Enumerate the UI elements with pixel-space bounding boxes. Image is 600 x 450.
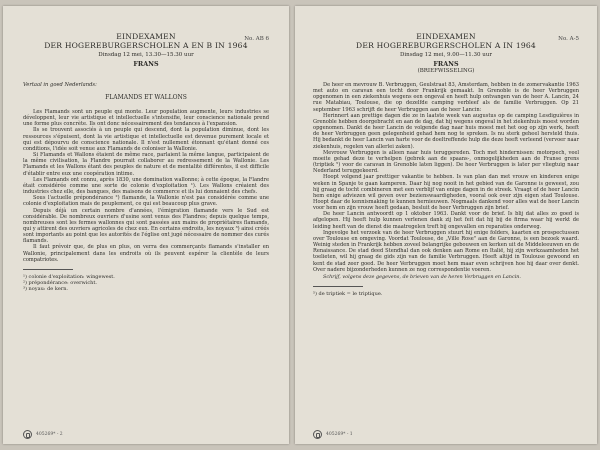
paragraph: Ils se trouvent associés à un peuple qui descend, dont la population diminue, dont les ressources s'épuisent, dont la vie artistique et intellectuelle est devenue purement locale et qui est dépourvu de conscience nationale. Il n'est nullement étonnant qu'étant donné ces conditions, l'idée soit venue aux Flamands de coloniser la Wallonie.: [23, 127, 269, 152]
closing-instruction: Schrijf, volgens deze gegevens, de brieven van de heren Verbruggen en Lancin.: [323, 273, 521, 280]
paragraph: Les Flamands sont un peuple qui monte. Leur population augmente, leurs industries se développent, leur vie artistique et intellectuelle s'intensifie, leur conscience nationale prend une forme plus concrète. Ils ont donc nécessairement des tendances à l'expansion.: [23, 109, 269, 128]
document-number: No. A-5: [558, 36, 579, 42]
exam-subtitle: (BRIEFWISSELING): [417, 68, 475, 74]
instruction-text: Vertaal in goed Nederlands:: [23, 82, 97, 88]
footnote: ³) noyau: de kern.: [23, 286, 69, 293]
printer-code: 405269* - 2: [36, 432, 63, 437]
paragraph: Ingevolge het verzoek van de heer Verbruggen stuurt hij enige folders, kaarten en prospectussen over Toulouse en omgeving. Voordat Toulouse, de „Ville Rose" aan de Garonne, is een bezoek waard. Weinig steden in Frankrijk hebben zoveel belangrijke gebouwen en kerken uit de Middeleeuwen en de Renaissance. De stad deed Stendhal dan ook denken aan Rome en Italië, hij zijn werkzaamheden het toelieten, wil hij graag de gids zijn van de familie Verbruggen. Heeft altijd in Toulouse gewoond en kent de stad zeer goed. De heer Verbruggen moet hem maar even schrijven hoe hij daar over denkt. Over nadere bijzonderheden kunnen ze nog correspondentie voeren.: [313, 229, 579, 273]
paragraph: Les Flamands ont connu, après 1830, une domination wallonne; à cette époque, la Flandre était considérée comme une sorte de colonie d'exploitation ¹). Les Wallons créaient des industries chez elle, des banques, des maisons de commerce et ils lui donnaient des chefs.: [23, 176, 269, 196]
exam-subject: FRANS: [433, 60, 459, 68]
paragraph: Mevrouw Verbruggen is alleen naar huis teruggereden. Toch met hindernissen: motorpech, veel moeite gehad deze te verhelpen (gebrek aan de spaans-, onmogelijkheden aan de Franse grens (triptiek ⁵) voor de caravan in Grenoble laten liggen). De heer Verbruggen is later per vliegtuig naar Nederland teruggekeerd.: [313, 149, 579, 175]
printer-mark: [313, 430, 353, 439]
paragraph: Si Flamands et Wallons étaient de même race, parlaient la même langue, participaient de la même civilisation, la Flandre pourrait collaborer au redressement de la Wallonie. Les Flamands et les Wallons étant des peuples de nature et de mentalité différentes, il est difficile d'établir entre eux une coopération intime.: [23, 152, 269, 177]
article-body: [23, 109, 269, 263]
exam-title-line2: DER HOGEREBURGERSCHOLEN A EN B IN 1964: [44, 41, 248, 50]
paragraph: De heer en mevrouw B. Verbruggen, Geulstraat 83, Amsterdam, hebben in de zomervakantie 1963 met auto en caravan een tocht door Frankrijk gemaakt. In Grenoble is de heer Verbruggen opgenomen in een ziekenhuis wegens een ongeval en heeft hulp ontvangen van de heer A. Lancin, 24 rue Matabiau, Toulouse, die op dezelfde camping verbleef als de familie Verbruggen. Op 21 september 1963 schrijft de heer Verbruggen aan de heer Lancin:: [313, 82, 579, 113]
footnote: ¹) colonie d'exploitation: wingewest.: [23, 273, 115, 280]
paragraph: Hoopt volgend jaar prettiger vakantie te hebben. Is van plan dan met vrouw en kinderen enige weken in Spanje te gaan kamperen. Daar hij nog nooit in het gebied van de Garonne is geweest, zou hij graag de tocht combineren met een verblijf van enige dagen in de streek. Vraagt of de heer Lancin hem enige adviezen wil geven over bezienswaardigheden, vooral ook over zijn eigen stad Toulouse. Hoopt daar de kennismaking te kunnen hernieuwen. Nogmaals dankend voor alles wat de heer Lancin voor hem en zijn vrouw heeft gedaan, besluit de heer Verbruggen zijn brief.: [313, 174, 579, 212]
exam-sheet-right: [295, 6, 597, 444]
printer-logo-icon: [313, 430, 322, 439]
footnote-divider: [313, 286, 363, 287]
footnote-divider: [23, 269, 73, 270]
paragraph: De heer Lancin antwoordt op 1 oktober 1963. Dankt voor de brief. Is blij dat alles zo goed is afgelopen. Hij heeft hulp kunnen verlenen dank zij het feit dat hij bij de firma waar hij werkt de leiding heeft van de dienst die maatregelen treft bij ongevallen en reparaties onderweg.: [313, 211, 579, 230]
exam-date: Dinsdag 12 mei, 13.30—15.30 uur: [98, 52, 194, 58]
exam-subject: FRANS: [133, 60, 159, 68]
document-number: No. AB 6: [244, 36, 269, 42]
footnote: ²) prépondérance: overwicht.: [23, 280, 97, 287]
paragraph: Il faut prévoir que, de plus en plus, on verra des commerçants flamands s'installer en Wallonie, principalement dans les endroits où ils peuvent espérer la clientèle de leurs compatriotes.: [23, 244, 269, 263]
printer-mark: [23, 430, 63, 439]
paragraph: Sous l'actuelle prépondérance ²) flamande, la Wallonie n'est pas considérée comme une colonie d'exploitation mais de peuplement, ce qui est beaucoup plus grave.: [23, 195, 269, 208]
printer-code: 405269* - 1: [326, 432, 353, 437]
exam-title-line1: EINDEXAMEN: [116, 32, 176, 41]
printer-logo-icon: [23, 430, 32, 439]
exam-sheet-left: [3, 6, 289, 444]
letter-instructions: [313, 82, 579, 280]
exam-title-line2: DER HOGEREBURGERSCHOLEN A IN 1964: [356, 41, 536, 50]
paragraph: Depuis déjà un certain nombre d'années, l'émigration flamande vers le Sud est considérable. De nombreux ouvriers d'usine sont venus des Flandres; depuis quelque temps, nombreuses sont les fermes wallonnes qui sont passées aux mains de propriétaires flamands, qui y attirent des ouvriers agricoles de chez eux. En certains endroits, les noyaux ³) ainsi créés sont importants au point que les autorités de l'église ont jugé nécessaire de nommer des curés flamands.: [23, 207, 269, 245]
paragraph: Herinnert aan prettige dagen die ze in laatste week van augustus op de camping Lesdiguières in Grenoble hebben doorgebracht en aan de dag, dat hij wegens ongeval in het ziekenhuis moest worden opgenomen. Dankt de heer Lancin de volgende dag naar huis moest met het oog op zijn werk, heeft de heer Verbruggen geen gelegenheid gehad hem nog te spreken. Is nu sterk geheel hersteld thuis. Hij bedankt de heer Lancin van harte voor de doeltreffende hulp die deze heeft verleend (vervoer naar ziekenhuis, regelen van allerlei zaken).: [313, 112, 580, 150]
article-title: FLAMANDS ET WALLONS: [105, 94, 187, 101]
footnote: ⁵) de triptiek = le triptique.: [313, 291, 383, 297]
exam-title-line1: EINDEXAMEN: [416, 32, 476, 41]
exam-date: Dinsdag 12 mei, 9.00—11.30 uur: [399, 52, 493, 58]
